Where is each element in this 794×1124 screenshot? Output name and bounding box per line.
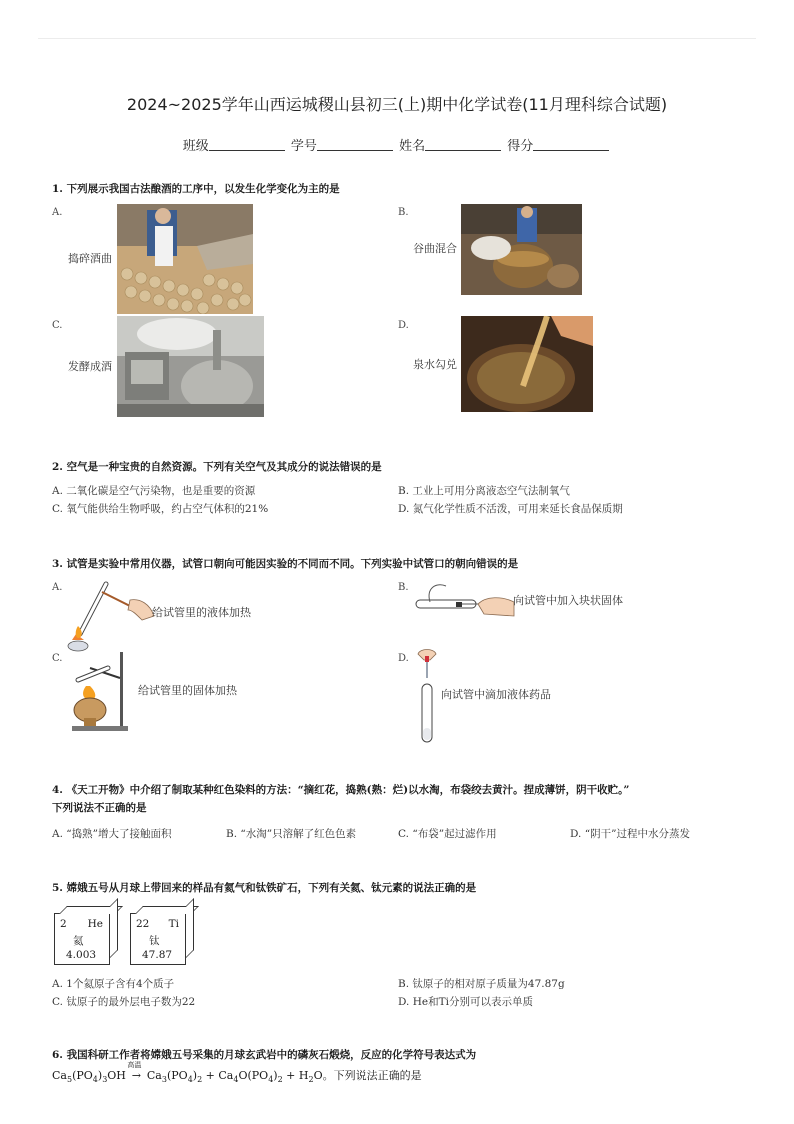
q3-stem: 3. 试管是实验中常用仪器，试管口朝向可能因实验的不同而不同。下列实验中试管口的朝向错误的是 (52, 558, 519, 570)
q1-photo-a (117, 204, 253, 314)
q3-figure-a (62, 576, 162, 652)
q2-option-a[interactable]: A. 二氧化碳是空气污染物，也是重要的资源 (52, 485, 256, 497)
q3-option-d-letter: D. (398, 653, 409, 664)
titanium-mass: 47.87 (142, 949, 173, 961)
student-info-row (0, 135, 794, 154)
q2-option-c[interactable]: C. 氧气能供给生物呼吸，约占空气体积的21% (52, 503, 269, 515)
q5-stem: 5. 嫦娥五号从月球上带回来的样品有氦气和钛铁矿石，下列有关氦、钛元素的说法正确的是 (52, 882, 477, 894)
top-divider (38, 38, 756, 39)
q4-option-a[interactable]: A. “捣熟”增大了接触面积 (52, 828, 172, 840)
q4-stem-line1: 4. 《天工开物》中介绍了制取某种红色染料的方法：“摘红花，捣熟(熟：烂)以水淘，布袋绞去黄汁。捏成薄饼，阴干收贮。” (52, 784, 630, 796)
titanium-number: 22 (136, 918, 150, 930)
q3-option-c-caption: 给试管里的固体加热 (138, 684, 237, 697)
helium-name: 氦 (73, 935, 84, 947)
q1-option-b-letter: B. (398, 207, 409, 218)
q5-option-a[interactable]: A. 1个氦原子含有4个质子 (52, 978, 175, 990)
q1-option-b-caption: 谷曲混合 (413, 242, 457, 255)
q3-option-b-letter: B. (398, 582, 409, 593)
info-class-label: 班级 (182, 139, 209, 154)
reaction-arrow: 高温 → (127, 1061, 142, 1082)
q1-option-d-caption: 泉水勾兑 (413, 358, 457, 371)
q6-chemical-equation: $Ca_5(PO_4)_3OH$ 高温 → $Ca_3(PO_4)_2 + Ca_4O(PO_4)_2 + H_2O$。下列说法正确的是 (52, 1061, 422, 1085)
q1-photo-c (117, 316, 264, 417)
q4-option-c[interactable]: C. “布袋”起过滤作用 (398, 828, 497, 840)
q5-option-c[interactable]: C. 钛原子的最外层电子数为22 (52, 996, 196, 1008)
q1-option-c-letter: C. (52, 320, 63, 331)
q1-option-c-caption: 发酵成酒 (68, 360, 112, 373)
q3-option-d-caption: 向试管中滴加液体药品 (441, 688, 551, 701)
q1-option-a-caption: 捣碎酒曲 (68, 252, 112, 265)
info-number-label: 学号 (290, 139, 317, 154)
q3-figure-c (68, 650, 134, 734)
q3-option-a-letter: A. (52, 582, 63, 593)
q3-option-b-caption: 向试管中加入块状固体 (513, 594, 623, 607)
q1-photo-d (461, 316, 593, 412)
q4-stem-line2: 下列说法不正确的是 (52, 802, 147, 814)
q2-option-b[interactable]: B. 工业上可用分离液态空气法制氧气 (398, 485, 570, 497)
q6-stem: 6. 我国科研工作者将嫦娥五号采集的月球玄武岩中的磷灰石煅烧，反应的化学符号表达式为 (52, 1049, 477, 1061)
titanium-name: 钛 (149, 935, 160, 947)
q2-option-d[interactable]: D. 氮气化学性质不活泼，可用来延长食品保质期 (398, 503, 623, 515)
q3-option-c-letter: C. (52, 653, 63, 664)
titanium-element-card (130, 913, 186, 965)
q1-photo-b (461, 204, 582, 295)
number-blank[interactable] (317, 139, 393, 151)
q3-figure-d (410, 648, 444, 746)
q4-option-b[interactable]: B. “水淘”只溶解了红色色素 (226, 828, 357, 840)
q1-option-a-letter: A. (52, 207, 63, 218)
q6-stem-tail: 。下列说法正确的是 (322, 1069, 422, 1082)
q2-stem: 2. 空气是一种宝贵的自然资源。下列有关空气及其成分的说法错误的是 (52, 461, 382, 473)
q1-option-d-letter: D. (398, 320, 409, 331)
titanium-symbol: Ti (168, 918, 179, 930)
helium-symbol: He (87, 918, 103, 930)
helium-element-card (54, 913, 110, 965)
helium-mass: 4.003 (66, 949, 97, 961)
info-score-label: 得分 (507, 139, 534, 154)
q3-hand-b (476, 592, 516, 618)
q5-option-d[interactable]: D. He和Ti分别可以表示单质 (398, 996, 533, 1008)
q1-stem: 1. 下列展示我国古法酿酒的工序中，以发生化学变化为主的是 (52, 183, 340, 195)
class-blank[interactable] (209, 139, 285, 151)
page-title: 2024~2025学年山西运城稷山县初三(上)期中化学试卷(11月理科综合试题) (126, 95, 668, 114)
name-blank[interactable] (425, 139, 501, 151)
q4-option-d[interactable]: D. “阴干”过程中水分蒸发 (570, 828, 690, 840)
q3-option-a-caption: 给试管里的液体加热 (152, 606, 251, 619)
score-blank[interactable] (533, 139, 609, 151)
reaction-condition: 高温 (127, 1061, 142, 1069)
helium-number: 2 (60, 918, 67, 930)
info-name-label: 姓名 (399, 139, 426, 154)
q5-option-b[interactable]: B. 钛原子的相对原子质量为47.87g (398, 978, 565, 990)
